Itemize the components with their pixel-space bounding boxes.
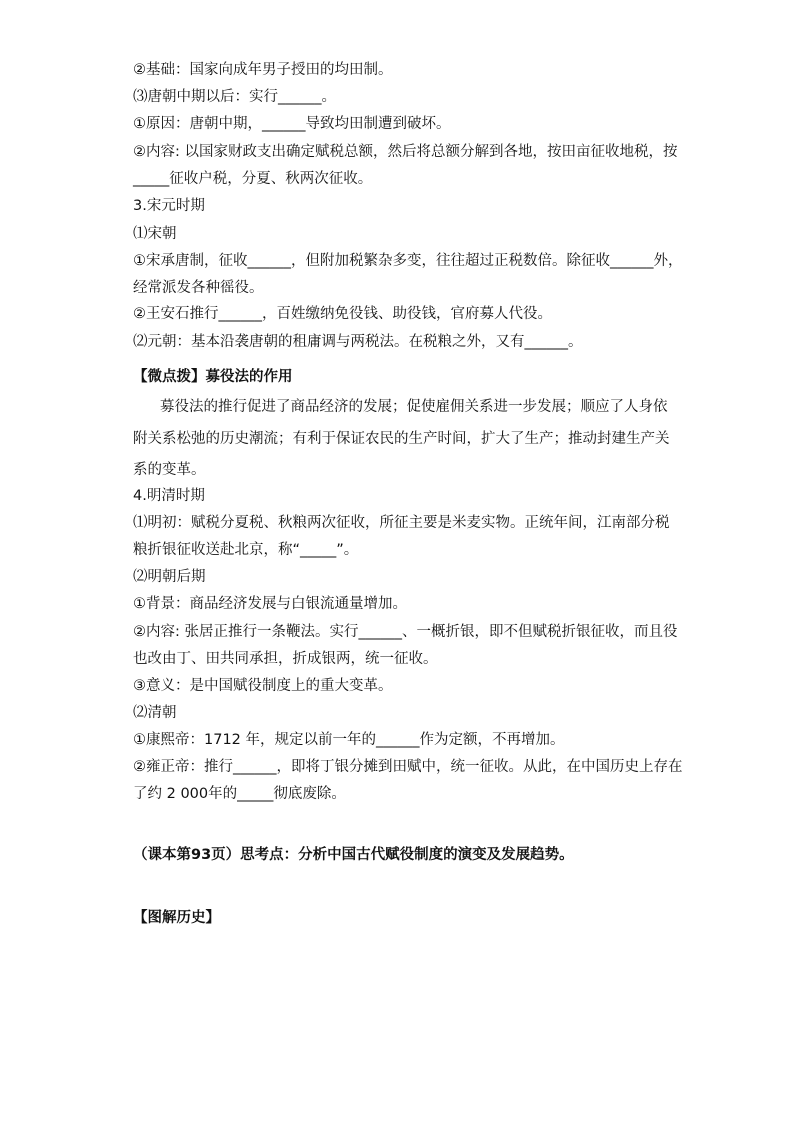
text-line: ②内容: 以国家财政支出确定赋税总额，然后将总额分解到各地，按田亩征收地税，按	[133, 144, 678, 160]
text-line: 了约 2 000年的_____彻底废除。	[133, 786, 346, 802]
tip-text-line: 募役法的推行促进了商品经济的发展；促使雇佣关系进一步发展；顺应了人身依	[160, 399, 668, 415]
text-line: ①原因：唐朝中期，______导致均田制遭到破坏。	[133, 116, 451, 132]
subsection-heading: ⑵明朝后期	[133, 569, 206, 585]
think-point: （课本第93页）思考点：分析中国古代赋役制度的演变及发展趋势。	[133, 847, 574, 863]
text-line: _____征收户税，分夏、秋两次征收。	[133, 171, 373, 187]
text-line: ⑶唐朝中期以后：实行______。	[133, 89, 336, 105]
text-line: 经常派发各种徭役。	[133, 280, 264, 296]
text-line: ②内容: 张居正推行一条鞭法。实行______、一概折银，即不但赋税折银征收，而且役	[133, 624, 678, 640]
text-line: ②雍正帝：推行______，即将丁银分摊到田赋中，统一征收。从此，在中国历史上存在	[133, 759, 683, 775]
text-line: ⑵元朝：基本沿袭唐朝的租庸调与两税法。在税粮之外，又有______。	[133, 334, 583, 350]
section-heading: 3.宋元时期	[133, 198, 205, 214]
text-line: ②王安石推行______，百姓缴纳免役钱、助役钱，官府募人代役。	[133, 306, 552, 322]
tip-text-line: 系的变革。	[133, 462, 206, 478]
text-line: ⑴明初：赋税分夏税、秋粮两次征收，所征主要是米麦实物。正统年间，江南部分税	[133, 515, 670, 531]
text-line: ②基础：国家向成年男子授田的均田制。	[133, 62, 393, 78]
subsection-heading: ⑴宋朝	[133, 226, 177, 242]
text-line: ①背景：商品经济发展与白银流通量增加。	[133, 596, 407, 612]
text-line: ③意义：是中国赋役制度上的重大变革。	[133, 678, 393, 694]
tip-heading: 【微点拨】募役法的作用	[133, 369, 293, 385]
section-heading: 4.明清时期	[133, 488, 205, 504]
diagram-heading: 【图解历史】	[133, 910, 220, 926]
text-line: ①宋承唐制，征收______，但附加税繁杂多变，往往超过正税数倍。除征收______外，	[133, 253, 683, 269]
text-line: ①康熙帝：1712 年，规定以前一年的______作为定额，不再增加。	[133, 732, 565, 748]
subsection-heading: ⑵清朝	[133, 705, 177, 721]
text-line: 粮折银征收送赴北京，称“_____”。	[133, 542, 359, 558]
text-line: 也改由丁、田共同承担，折成银两，统一征收。	[133, 651, 438, 667]
tip-text-line: 附关系松弛的历史潮流；有利于保证农民的生产时间，扩大了生产；推动封建生产关	[133, 431, 670, 447]
